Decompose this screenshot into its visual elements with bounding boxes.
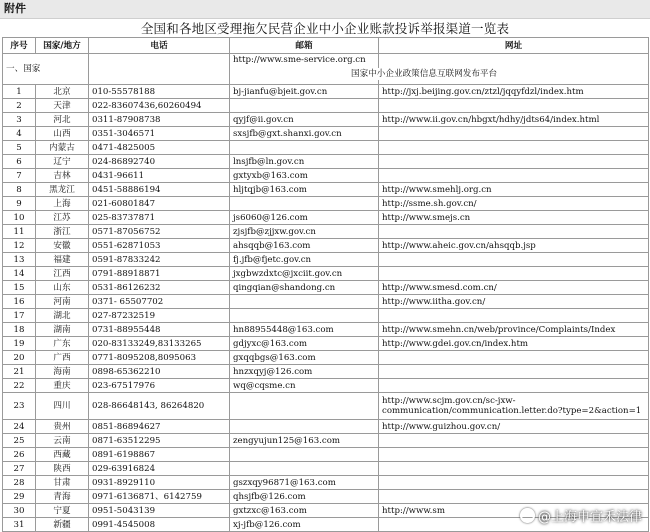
row-url-cell (379, 99, 649, 113)
row-no-cell: 1 (3, 85, 36, 99)
row-region-cell: 新疆 (36, 518, 89, 532)
row-region-cell: 陕西 (36, 462, 89, 476)
table-row (3, 393, 649, 420)
row-phone-cell: 021-60801847 (89, 197, 230, 211)
row-phone-cell: 0871-63512295 (89, 434, 230, 448)
row-region-cell: 江苏 (36, 211, 89, 225)
table-row (3, 225, 649, 239)
row-region-cell: 安徽 (36, 239, 89, 253)
row-region-cell: 海南 (36, 365, 89, 379)
row-phone-cell: 020-83133249,83133265 (89, 337, 230, 351)
row-url-cell (379, 365, 649, 379)
row-no-cell: 13 (3, 253, 36, 267)
table-row (3, 155, 649, 169)
row-no-cell: 17 (3, 309, 36, 323)
section-label-national: 一、国家 (3, 54, 89, 85)
row-email-cell: gszxqy96871@163.com (230, 476, 379, 490)
row-url-cell (379, 309, 649, 323)
row-email-cell (230, 462, 379, 476)
table-row (3, 85, 649, 99)
row-email-cell (230, 420, 379, 434)
row-phone-cell: 0791-88918871 (89, 267, 230, 281)
table-row (3, 239, 649, 253)
row-no-cell: 29 (3, 490, 36, 504)
row-email-cell: js6060@126.com (230, 211, 379, 225)
row-phone-cell: 024-86892740 (89, 155, 230, 169)
row-phone-cell: 0891-6198867 (89, 448, 230, 462)
row-email-cell (230, 309, 379, 323)
table-row (3, 337, 649, 351)
national-phone-cell (89, 54, 230, 85)
row-phone-cell: 025-83737871 (89, 211, 230, 225)
row-phone-cell: 0951-5043139 (89, 504, 230, 518)
row-no-cell: 31 (3, 518, 36, 532)
row-no-cell: 30 (3, 504, 36, 518)
row-phone-cell: 0371- 65507702 (89, 295, 230, 309)
row-email-cell: ahsqqb@163.com (230, 239, 379, 253)
table-row (3, 281, 649, 295)
watermark-logo-icon (520, 508, 535, 523)
row-no-cell: 26 (3, 448, 36, 462)
row-phone-cell: 0731-88955448 (89, 323, 230, 337)
table-row (3, 448, 649, 462)
row-url-cell (379, 490, 649, 504)
document-title: 全国和各地区受理拖欠民营企业中小企业账款投诉举报渠道一览表 (140, 21, 510, 36)
row-email-cell: sxsjfb@gxt.shanxi.gov.cn (230, 127, 379, 141)
row-phone-cell: 0551-62871053 (89, 239, 230, 253)
table-row (3, 379, 649, 393)
row-email-cell: wq@cqsme.cn (230, 379, 379, 393)
row-url-cell (379, 379, 649, 393)
national-website-cell (351, 54, 649, 85)
row-email-cell: hljtqjb@163.com (230, 183, 379, 197)
row-phone-cell: 022-83607436,60260494 (89, 99, 230, 113)
row-region-cell: 江西 (36, 267, 89, 281)
row-phone-cell: 0851-86894627 (89, 420, 230, 434)
row-region-cell: 黑龙江 (36, 183, 89, 197)
row-email-cell: xj-jfb@126.com (230, 518, 379, 532)
table-row (3, 476, 649, 490)
row-phone-cell: 0971-6136871、6142759 (89, 490, 230, 504)
row-url-cell: http://www.smejs.cn (379, 211, 649, 225)
national-website-text: 国家中小企业政策信息互联网发布平台 (351, 69, 498, 79)
row-phone-cell: 028-86648143, 86264820 (89, 393, 230, 420)
row-email-cell: qingqian@shandong.cn (230, 281, 379, 295)
row-phone-cell: 0898-65362210 (89, 365, 230, 379)
row-url-cell: http://www.sm (379, 504, 649, 518)
row-no-cell: 10 (3, 211, 36, 225)
table-row (3, 351, 649, 365)
row-region-cell: 河北 (36, 113, 89, 127)
row-no-cell: 12 (3, 239, 36, 253)
row-no-cell: 28 (3, 476, 36, 490)
row-no-cell: 9 (3, 197, 36, 211)
row-email-cell: hnzxqyj@126.com (230, 365, 379, 379)
table-row (3, 462, 649, 476)
row-no-cell: 15 (3, 281, 36, 295)
row-phone-cell: 0531-86126232 (89, 281, 230, 295)
row-no-cell: 27 (3, 462, 36, 476)
row-region-cell: 甘肃 (36, 476, 89, 490)
table-row (3, 253, 649, 267)
row-email-cell: lnsjfb@ln.gov.cn (230, 155, 379, 169)
row-region-cell: 西藏 (36, 448, 89, 462)
row-url-cell (379, 434, 649, 448)
row-url-cell (379, 462, 649, 476)
row-url-cell: http://www.aheic.gov.cn/ahsqqb.jsp (379, 239, 649, 253)
header-phone: 电话 (89, 38, 230, 54)
table-row (3, 127, 649, 141)
row-no-cell: 18 (3, 323, 36, 337)
row-url-cell (379, 169, 649, 183)
table-row (3, 169, 649, 183)
row-url-cell (379, 253, 649, 267)
row-region-cell: 福建 (36, 253, 89, 267)
row-no-cell: 5 (3, 141, 36, 155)
national-email: http://www.sme-service.org.cn (233, 55, 366, 65)
row-email-cell (230, 295, 379, 309)
table-row (3, 183, 649, 197)
row-email-cell (230, 99, 379, 113)
row-region-cell: 辽宁 (36, 155, 89, 169)
row-phone-cell: 0931-8929110 (89, 476, 230, 490)
row-no-cell: 24 (3, 420, 36, 434)
table-row (3, 434, 649, 448)
row-url-cell (379, 155, 649, 169)
row-no-cell: 23 (3, 393, 36, 420)
row-phone-cell: 027-87232519 (89, 309, 230, 323)
row-no-cell: 2 (3, 99, 36, 113)
row-phone-cell: 0571-87056752 (89, 225, 230, 239)
row-no-cell: 8 (3, 183, 36, 197)
row-region-cell: 山西 (36, 127, 89, 141)
row-region-cell: 青海 (36, 490, 89, 504)
row-region-cell: 山东 (36, 281, 89, 295)
row-region-cell: 浙江 (36, 225, 89, 239)
row-url-cell: http://jxj.beijing.gov.cn/ztzl/jqqyfdzl/index.htm (379, 85, 649, 99)
row-no-cell: 21 (3, 365, 36, 379)
row-no-cell: 6 (3, 155, 36, 169)
row-region-cell: 河南 (36, 295, 89, 309)
row-no-cell: 14 (3, 267, 36, 281)
table-row (3, 197, 649, 211)
table-row (3, 267, 649, 281)
table-row (3, 490, 649, 504)
row-region-cell: 吉林 (36, 169, 89, 183)
row-email-cell (230, 197, 379, 211)
row-no-cell: 22 (3, 379, 36, 393)
row-url-cell: http://www.smesd.com.cn/ (379, 281, 649, 295)
row-phone-cell: 0471-4825005 (89, 141, 230, 155)
row-phone-cell: 0431-96611 (89, 169, 230, 183)
row-email-cell (230, 141, 379, 155)
row-phone-cell: 029-63916824 (89, 462, 230, 476)
row-region-cell: 广东 (36, 337, 89, 351)
row-no-cell: 3 (3, 113, 36, 127)
row-url-cell (379, 351, 649, 365)
table-row (3, 99, 649, 113)
attachment-label: 附件 (0, 0, 650, 19)
table-row (3, 211, 649, 225)
row-no-cell: 20 (3, 351, 36, 365)
row-email-cell: gxtzxc@163.com (230, 504, 379, 518)
row-region-cell: 贵州 (36, 420, 89, 434)
row-region-cell: 湖北 (36, 309, 89, 323)
row-url-cell: http://ssme.sh.gov.cn/ (379, 197, 649, 211)
row-region-cell: 内蒙古 (36, 141, 89, 155)
table-row (3, 365, 649, 379)
table-row (3, 323, 649, 337)
row-email-cell: gxtyxb@163.com (230, 169, 379, 183)
row-region-cell: 云南 (36, 434, 89, 448)
row-phone-cell: 0351-3046571 (89, 127, 230, 141)
row-email-cell: hn88955448@163.com (230, 323, 379, 337)
header-region: 国家/地方 (36, 38, 89, 54)
row-url-cell (379, 225, 649, 239)
row-email-cell: zjsjfb@zjjxw.gov.cn (230, 225, 379, 239)
row-url-cell: http://www.iitha.gov.cn/ (379, 295, 649, 309)
row-email-cell: gdjyxc@163.com (230, 337, 379, 351)
header-website: 网址 (379, 38, 649, 54)
row-email-cell: bj-jianfu@bjeit.gov.cn (230, 85, 379, 99)
row-region-cell: 宁夏 (36, 504, 89, 518)
row-no-cell: 11 (3, 225, 36, 239)
watermark (520, 506, 642, 525)
row-region-cell: 上海 (36, 197, 89, 211)
row-email-cell: jxgbwzdxtc@jxciit.gov.cn (230, 267, 379, 281)
row-no-cell: 4 (3, 127, 36, 141)
row-email-cell: zengyujun125@163.com (230, 434, 379, 448)
row-phone-cell: 010-55578188 (89, 85, 230, 99)
header-email: 邮箱 (230, 38, 379, 54)
row-phone-cell: 0311-87908738 (89, 113, 230, 127)
row-email-cell (230, 448, 379, 462)
table-row (3, 141, 649, 155)
table-row (3, 309, 649, 323)
row-url-cell: http://www.ii.gov.cn/hbgxt/hdhy/jdts64/index.html (379, 113, 649, 127)
row-no-cell: 16 (3, 295, 36, 309)
row-email-cell: qyjf@ii.gov.cn (230, 113, 379, 127)
table-header-row (3, 38, 649, 54)
row-region-cell: 广西 (36, 351, 89, 365)
row-region-cell: 四川 (36, 393, 89, 420)
row-url-cell: http://www.scjm.gov.cn/sc-jxw-communication/communication.letter.do?type=2&action=1 (379, 393, 649, 420)
row-region-cell: 北京 (36, 85, 89, 99)
row-region-cell: 天津 (36, 99, 89, 113)
row-phone-cell: 0771-8095208,8095063 (89, 351, 230, 365)
row-url-cell: http://www.gdei.gov.cn/index.htm (379, 337, 649, 351)
table-row (3, 113, 649, 127)
row-url-cell (379, 476, 649, 490)
row-no-cell: 19 (3, 337, 36, 351)
row-email-cell (230, 393, 379, 420)
row-url-cell: http://www.guizhou.gov.cn/ (379, 420, 649, 434)
row-url-cell: http://www.smehn.cn/web/province/Complaints/Index (379, 323, 649, 337)
row-phone-cell: 0451-58886194 (89, 183, 230, 197)
row-url-cell (379, 267, 649, 281)
row-url-cell (379, 141, 649, 155)
row-phone-cell: 023-67517976 (89, 379, 230, 393)
row-region-cell: 重庆 (36, 379, 89, 393)
row-phone-cell: 0591-87833242 (89, 253, 230, 267)
row-email-cell: fj.jfb@fjetc.gov.cn (230, 253, 379, 267)
table-row (3, 420, 649, 434)
row-email-cell: qhsjfb@126.com (230, 490, 379, 504)
table-row (3, 295, 649, 309)
complaint-channels-table (2, 37, 649, 532)
national-section-row (3, 54, 649, 85)
row-url-cell (379, 127, 649, 141)
row-email-cell: gxqqbgs@163.com (230, 351, 379, 365)
row-no-cell: 25 (3, 434, 36, 448)
header-no: 序号 (3, 38, 36, 54)
row-url-cell: http://www.smehlj.org.cn (379, 183, 649, 197)
row-no-cell: 7 (3, 169, 36, 183)
watermark-text: @上海申宜禾法律 (537, 510, 642, 525)
row-phone-cell: 0991-4545008 (89, 518, 230, 532)
row-url-cell (379, 448, 649, 462)
row-region-cell: 湖南 (36, 323, 89, 337)
